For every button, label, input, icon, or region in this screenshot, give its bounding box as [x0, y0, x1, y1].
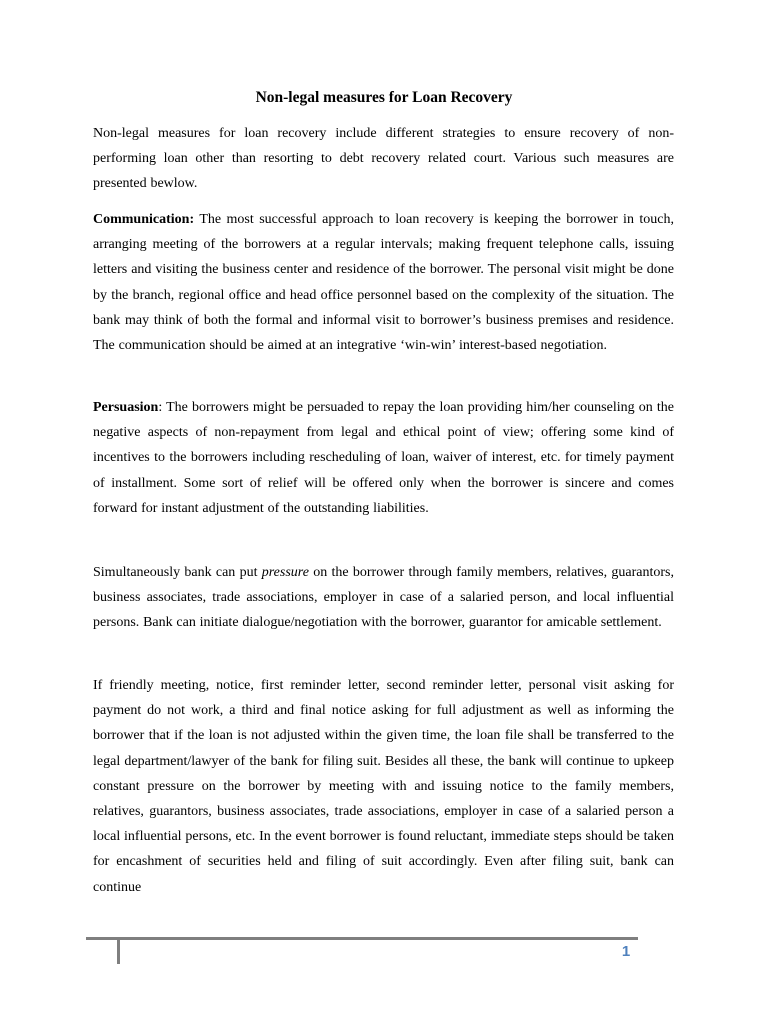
- communication-text: The most successful approach to loan recovery is keeping the borrower in touch, arranging meeting of the borrowers at a regular intervals; making frequent telephone calls, issuing letters and visiting the business center and residence of the borrower. The personal visit might be done by the branch, regional office and head office personnel based on the complexity of the situation. The bank may think of both the formal and informal visit to borrower’s business premises and residence. The communication should be aimed at an integrative ‘win-win’ interest-based negotiation.: [93, 212, 674, 354]
- footer-tick: [117, 937, 120, 964]
- paragraph-persuasion: [93, 395, 674, 521]
- page-number: 1: [621, 943, 631, 960]
- footer-rule: [86, 937, 638, 940]
- persuasion-text: : The borrowers might be persuaded to repay the loan providing him/her counseling on the negative aspects of non-repayment from legal and ethical point of view; offering some kind of incentives to the borrowers including rescheduling of loan, waiver of interest, etc. for timely payment of installment. Some sort of relief will be offered only when the borrower is sincere and comes forward for instant adjustment of the outstanding liabilities.: [93, 400, 674, 516]
- paragraph-communication: [93, 207, 674, 358]
- paragraph-pressure: [93, 560, 674, 636]
- pressure-text-before: Simultaneously bank can put: [93, 565, 262, 580]
- pressure-emphasis: pressure: [261, 565, 309, 580]
- paragraph-escalation: If friendly meeting, notice, first reminder letter, second reminder letter, personal visit asking for payment do not work, a third and final notice asking for full adjustment as well as informing the borrower that if the loan is not adjusted within the given time, the loan file shall be transferred to the legal department/lawyer of the bank for filing suit. Besides all these, the bank will continue to upkeep constant pressure on the borrower by meeting with and issuing notice to the family members, relatives, guarantors, business associates, trade associations, employer in case of a salaried person a local influential persons, etc. In the event borrower is found reluctant, immediate steps should be taken for encashment of securities held and filing of suit accordingly. Even after filing suit, bank can continue: [93, 678, 674, 895]
- persuasion-heading: Persuasion: [93, 400, 159, 415]
- communication-heading: Communication:: [93, 212, 195, 227]
- paragraph-intro: Non-legal measures for loan recovery include different strategies to ensure recovery of non-performing loan other than resorting to debt recovery related court. Various such measures are presented bewlow.: [93, 126, 674, 192]
- pressure-text-after: on the borrower through family members, relatives, guarantors, business associates, trade associations, employer in case of a salaried person, and local influential persons. Bank can initiate dialogue/negotiation with the borrower, guarantor for amicable settlement.: [93, 565, 674, 631]
- page-title: Non-legal measures for Loan Recovery: [255, 89, 513, 106]
